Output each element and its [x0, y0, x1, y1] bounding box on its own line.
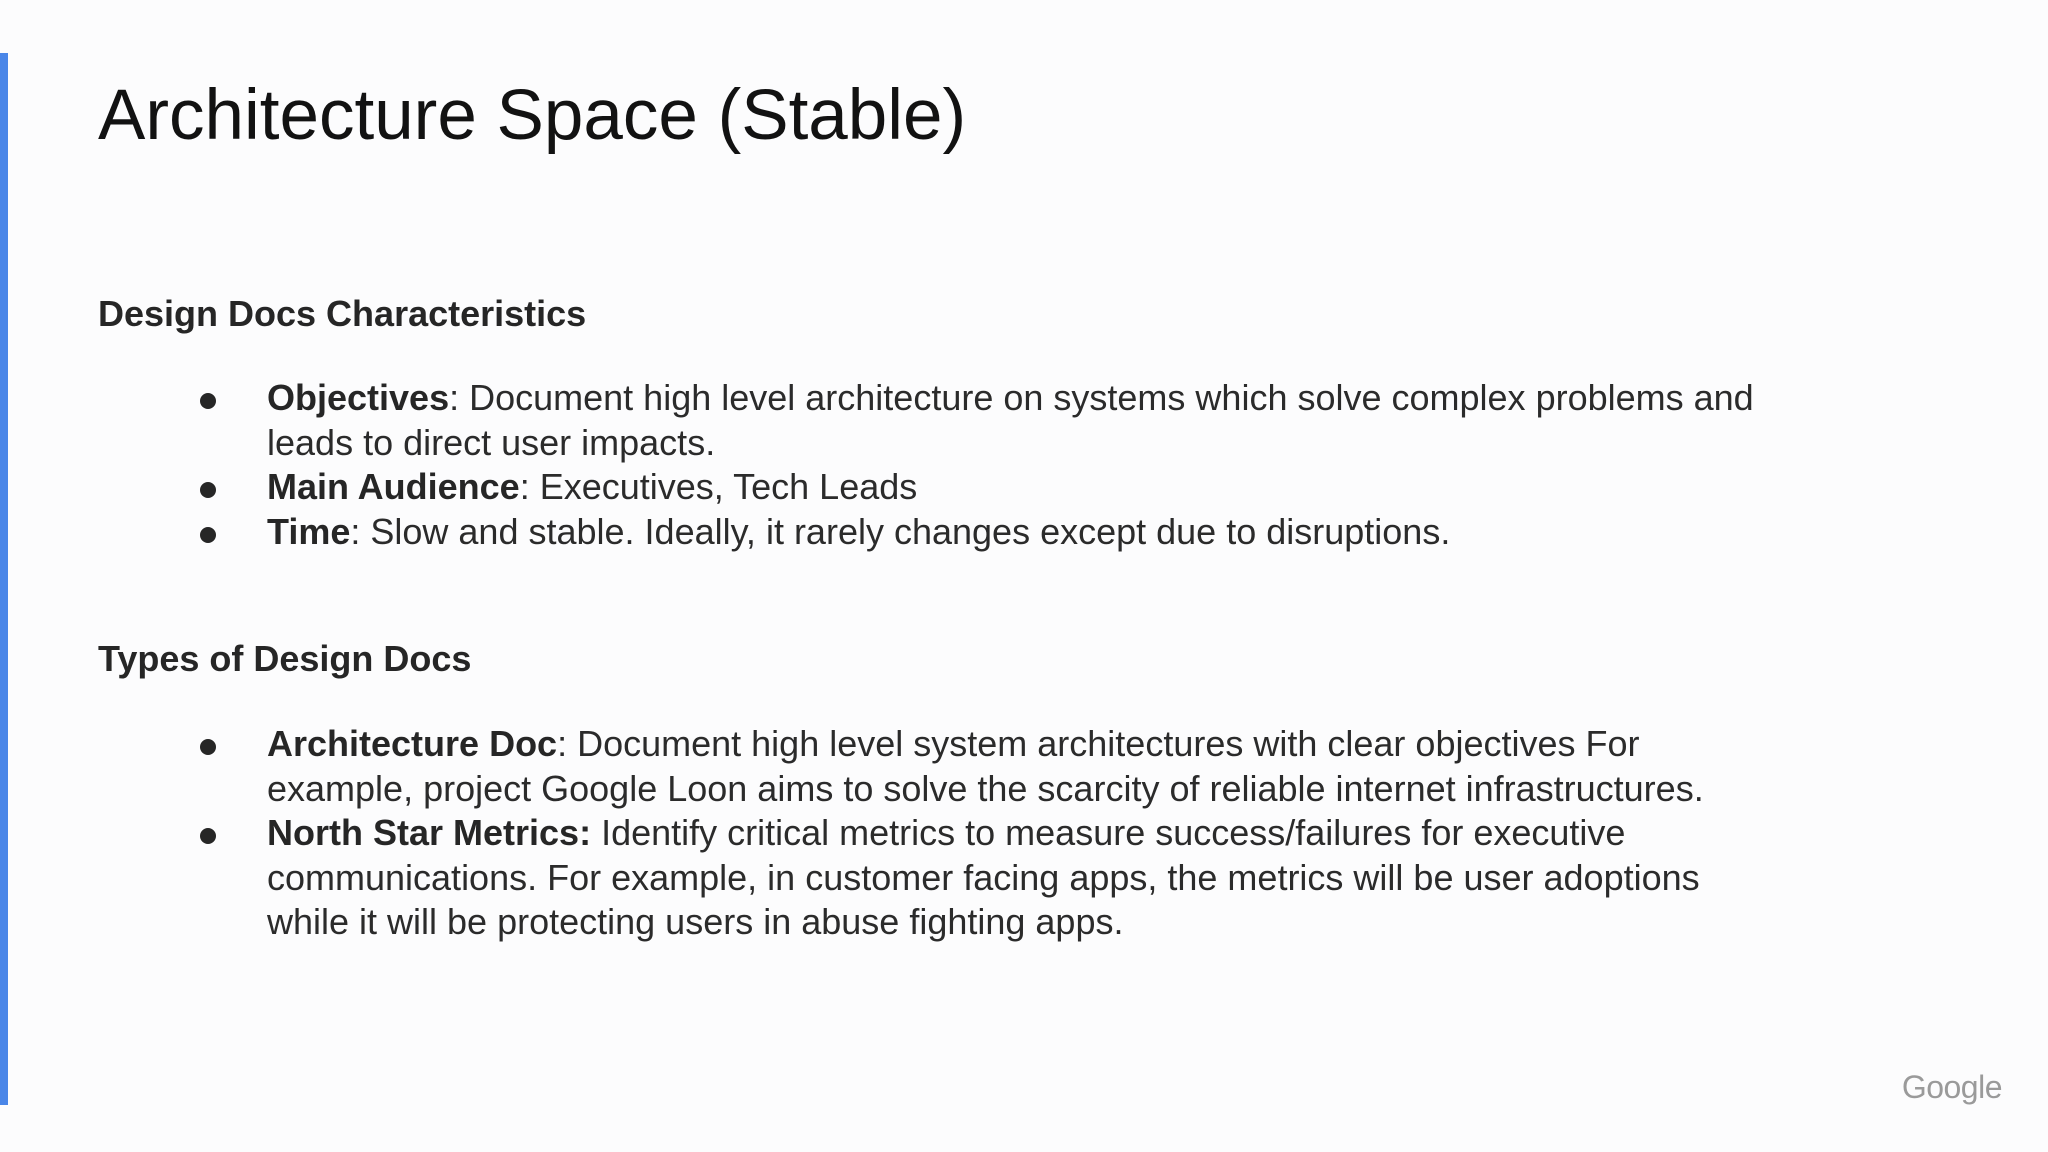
bullet-icon [200, 527, 216, 543]
item-label: Objectives [267, 377, 450, 418]
section-heading-types: Types of Design Docs [98, 638, 472, 679]
slide-accent-bar [0, 53, 8, 1105]
item-label: Architecture Doc [267, 723, 558, 764]
item-label: North Star Metrics: [267, 812, 592, 853]
bullet-icon [200, 828, 216, 844]
types-list [0, 722, 1780, 945]
list-item-architecture-doc [0, 722, 1780, 811]
item-text: Identify critical metrics to measure success/failures for executive communications. For example, in customer facing apps, the metrics will be user adoptions while it will be protecting users in abuse fighting apps. [267, 812, 1700, 942]
bullet-icon [200, 739, 216, 755]
item-label: Main Audience [267, 466, 520, 507]
bullet-icon [200, 393, 216, 409]
item-text: : Slow and stable. Ideally, it rarely changes except due to disruptions. [350, 510, 1451, 552]
item-text: : Document high level architecture on systems which solve complex problems and leads to direct user impacts. [267, 377, 1754, 463]
google-logo: Google [1901, 1069, 2002, 1105]
list-item-objectives [0, 376, 1780, 465]
slide-title: Architecture Space (Stable) [98, 76, 967, 155]
list-item-north-star-metrics [0, 811, 1780, 945]
item-text: : Document high level system architectures with clear objectives For example, project Google Loon aims to solve the scarcity of reliable internet infrastructures. [267, 723, 1704, 809]
item-label: Time [267, 510, 351, 552]
section-heading-characteristics: Design Docs Characteristics [98, 293, 587, 334]
list-item-time [0, 510, 1780, 555]
characteristics-list [0, 376, 1780, 554]
bullet-icon [200, 482, 216, 498]
list-item-main-audience [0, 465, 1780, 510]
item-text: : Executives, Tech Leads [519, 466, 918, 507]
